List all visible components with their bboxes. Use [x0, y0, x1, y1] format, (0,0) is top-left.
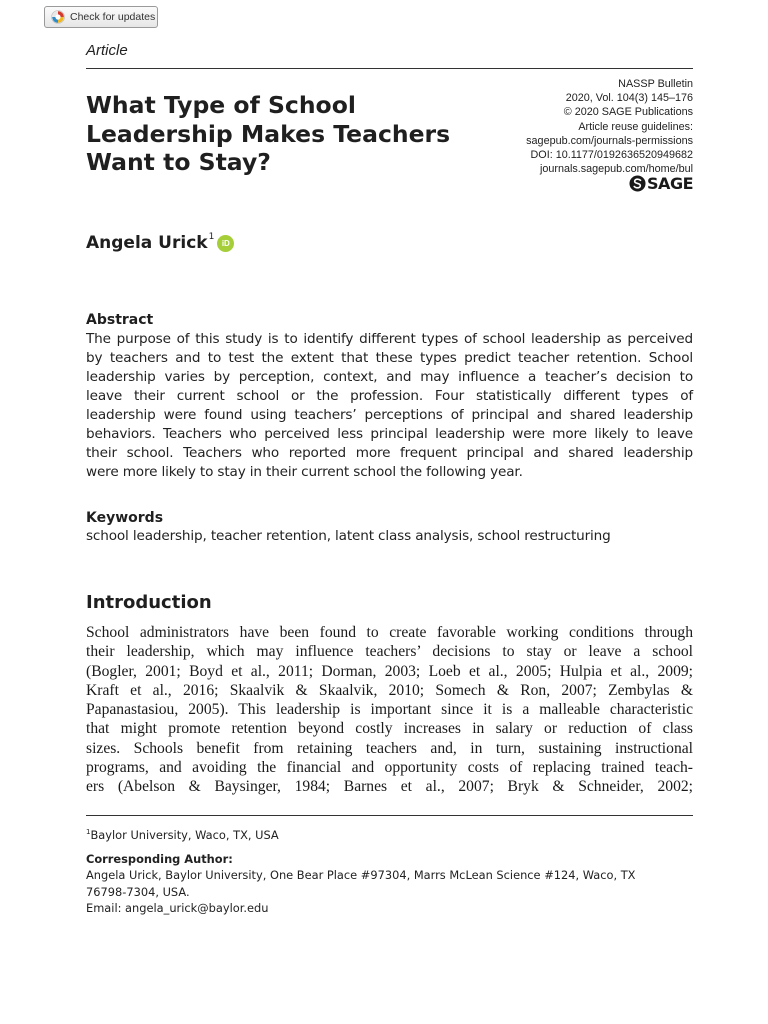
title-line: Want to Stay? [86, 148, 271, 176]
article-type-label: Article [86, 42, 128, 59]
affiliation-footnote [86, 824, 693, 843]
body-line: ers (Abelson & Baysinger, 1984; Barnes et al., 2007; Bryk & Schneider, 2002; [86, 778, 693, 796]
author-line [86, 233, 234, 253]
permissions-link[interactable]: sagepub.com/journals-permissions [526, 134, 693, 147]
copyright-line: © 2020 SAGE Publications [563, 106, 693, 119]
body-line: School administrators have been found to create favorable working conditions through [86, 624, 693, 641]
corresponding-address-line: Angela Urick, Baylor University, One Bear Place #97304, Marrs McLean Science #124, Waco, TX [86, 868, 636, 883]
header-divider [86, 68, 693, 69]
body-line: Papanastasiou, 2005). This leadership is important since it is a malleable characteristic [86, 701, 693, 719]
sage-logo [629, 174, 693, 192]
corresponding-email[interactable]: Email: angela_urick@baylor.edu [86, 900, 269, 915]
footnotes [86, 824, 693, 916]
abstract-line: leave their current school or the profession. Four statistically different types of [86, 388, 693, 404]
abstract-line: leadership varies by perception, context, and may influence a teacher’s decision to [86, 369, 693, 385]
abstract-line: by teachers and to test the extent that these types predict teacher retention. School [86, 350, 693, 366]
orcid-icon[interactable]: iD [217, 235, 234, 252]
body-line: (Bogler, 2001; Boyd et al., 2011; Dorman, 2003; Loeb et al., 2005; Hulpia et al., 2009; [86, 662, 693, 680]
abstract-line: their school. Teachers who reported more frequent principal and shared leadership [86, 445, 693, 461]
corresponding-author-heading: Corresponding Author: [86, 852, 233, 867]
footnote-mark: 1 [86, 828, 91, 836]
check-for-updates-label: Check for updates [70, 11, 156, 23]
body-line: that might promote retention beyond costly increases in salary or reduction of class [86, 720, 693, 738]
introduction-heading: Introduction [86, 592, 212, 613]
journal-volume: 2020, Vol. 104(3) 145–176 [565, 92, 693, 105]
footnote-spacer [86, 843, 693, 851]
keywords-list: school leadership, teacher retention, latent class analysis, school restructuring [86, 528, 611, 544]
check-for-updates-button[interactable] [44, 6, 158, 28]
author-affiliation-mark: 1 [208, 232, 215, 242]
abstract-heading: Abstract [86, 312, 154, 328]
abstract-line: were more likely to stay in their current school the following year. [86, 464, 523, 480]
reuse-guidelines-label: Article reuse guidelines: [578, 120, 693, 133]
footnote-divider [86, 815, 693, 816]
crossmark-icon [51, 10, 65, 24]
body-line: Kraft et al., 2016; Skaalvik & Skaalvik, 2010; Somech & Ron, 2007; Zembylas & [86, 681, 693, 699]
body-line: programs, and avoiding the financial and opportunity costs of replacing trained teach- [86, 759, 693, 777]
corresponding-address-line: 76798-7304, USA. [86, 884, 190, 899]
title-line: What Type of School [86, 91, 356, 119]
sage-s-icon [629, 175, 646, 192]
author-name: Angela Urick [86, 233, 208, 253]
journal-name: NASSP Bulletin [618, 78, 693, 90]
body-line: their leadership, which may influence teachers’ decisions to stay or leave a school [86, 643, 693, 661]
affiliation-text: Baylor University, Waco, TX, USA [90, 827, 279, 842]
sage-wordmark: SAGE [647, 173, 693, 193]
article-title [86, 91, 476, 177]
abstract-line: leadership were found using teachers’ perceptions of principal and shared leadership [86, 407, 693, 423]
journal-home-link[interactable]: journals.sagepub.com/home/bul [539, 163, 693, 176]
introduction-body [86, 623, 693, 797]
journal-info [526, 77, 693, 176]
doi-link[interactable]: DOI: 10.1177/0192636520949682 [530, 149, 693, 162]
keywords-heading: Keywords [86, 510, 164, 526]
abstract-line: The purpose of this study is to identify different types of school leadership as perceived [86, 331, 693, 347]
abstract-line: behaviors. Teachers who perceived less principal leadership were more likely to leave [86, 426, 693, 442]
title-line: Leadership Makes Teachers [86, 119, 451, 148]
abstract-body [86, 330, 693, 482]
body-line: sizes. Schools benefit from retaining teachers and, in turn, sustaining instructional [86, 739, 693, 757]
